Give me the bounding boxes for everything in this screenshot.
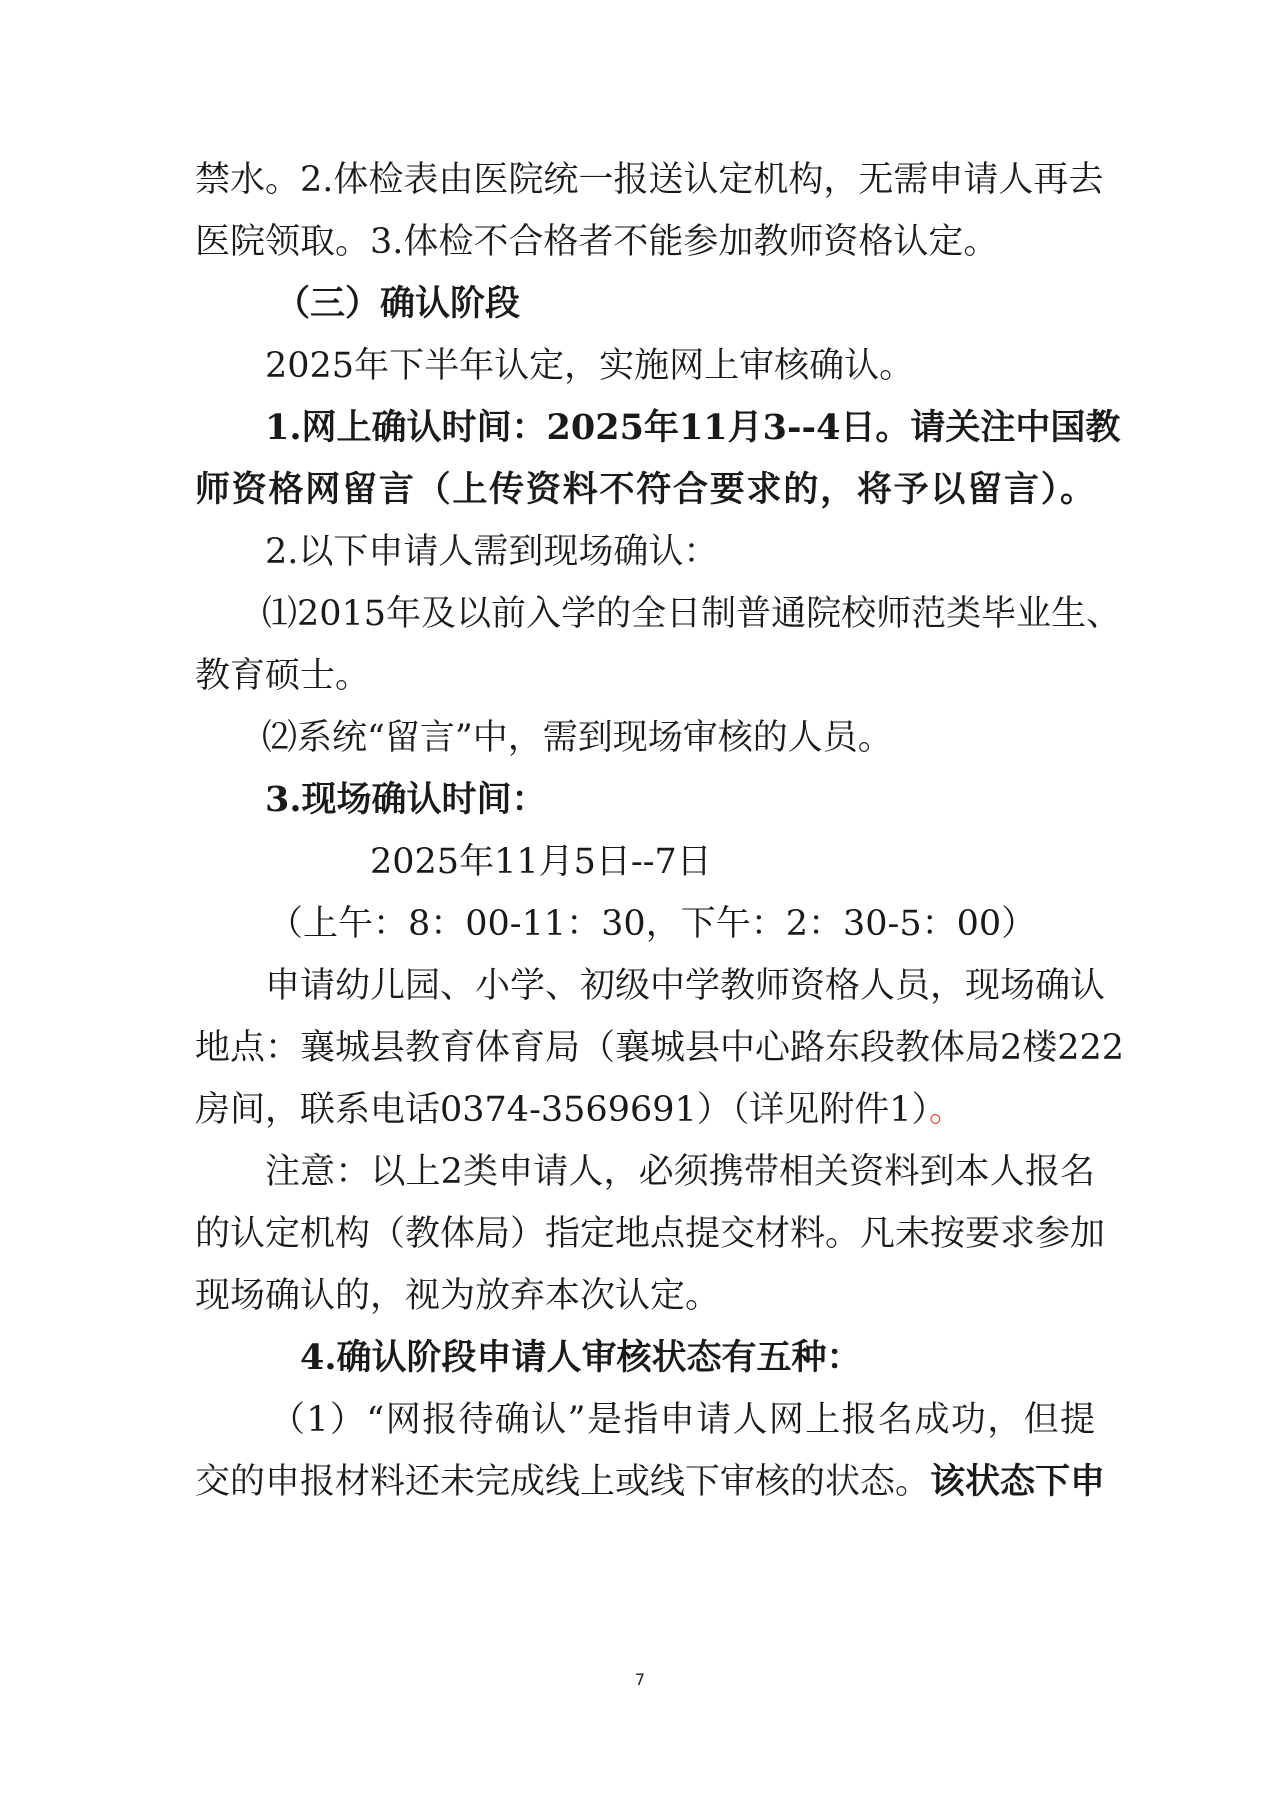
body-line: 2.以下申请人需到现场确认： [265,532,719,572]
body-line: 的认定机构（教体局）指定地点提交材料。凡未按要求参加 [195,1214,1106,1254]
body-text: 交的申报材料还未完成线上或线下审核的状态。 [195,1462,931,1502]
body-line: 医院领取。3.体检不合格者不能参加教师资格认定。 [195,222,999,262]
body-line: 申请幼儿园、小学、初级中学教师资格人员，现场确认 [265,966,1106,1006]
body-line: 现场确认的，视为放弃本次认定。 [195,1276,721,1316]
body-line: 3.现场确认时间： [265,779,547,820]
body-line: ⑵系统“留言”中，需到现场审核的人员。 [262,718,893,758]
body-line: 地点：襄城县教育体育局（襄城县中心路东段教体局2楼222 [195,1028,1125,1068]
body-line: 师资格网留言（上传资料不符合要求的，将予以留言）。 [195,469,1095,510]
body-line [195,1086,1095,1134]
body-line: 2025年11月5日--7日 [370,842,712,882]
body-text: 房间，联系电话0374-3569691）（详见附件1） [195,1090,930,1130]
body-line: （上午：8：00-11：30，下午：2：30-5：00） [268,904,1037,944]
page-number: 7 [634,1670,646,1689]
red-period: 。 [929,1090,965,1130]
body-line: 2025年下半年认定，实施网上审核确认。 [265,346,915,386]
body-line: （1）“网报待确认”是指申请人网上报名成功，但提 [270,1400,1095,1440]
body-line [195,1458,1106,1506]
body-line: 禁水。2.体检表由医院统一报送认定机构，无需申请人再去 [195,160,1104,200]
bold-text: 该状态下申 [930,1461,1106,1502]
body-line: 注意：以上2类申请人，必须携带相关资料到本人报名 [265,1152,1095,1192]
section-heading: （三）确认阶段 [275,283,521,324]
body-line: 1.网上确认时间：2025年11月3--4日。请关注中国教 [265,407,1121,448]
body-line: 4.确认阶段申请人审核状态有五种： [300,1337,862,1378]
body-line: ⑴2015年及以前入学的全日制普通院校师范类毕业生、 [262,594,1122,634]
body-line: 教育硕士。 [195,656,371,696]
